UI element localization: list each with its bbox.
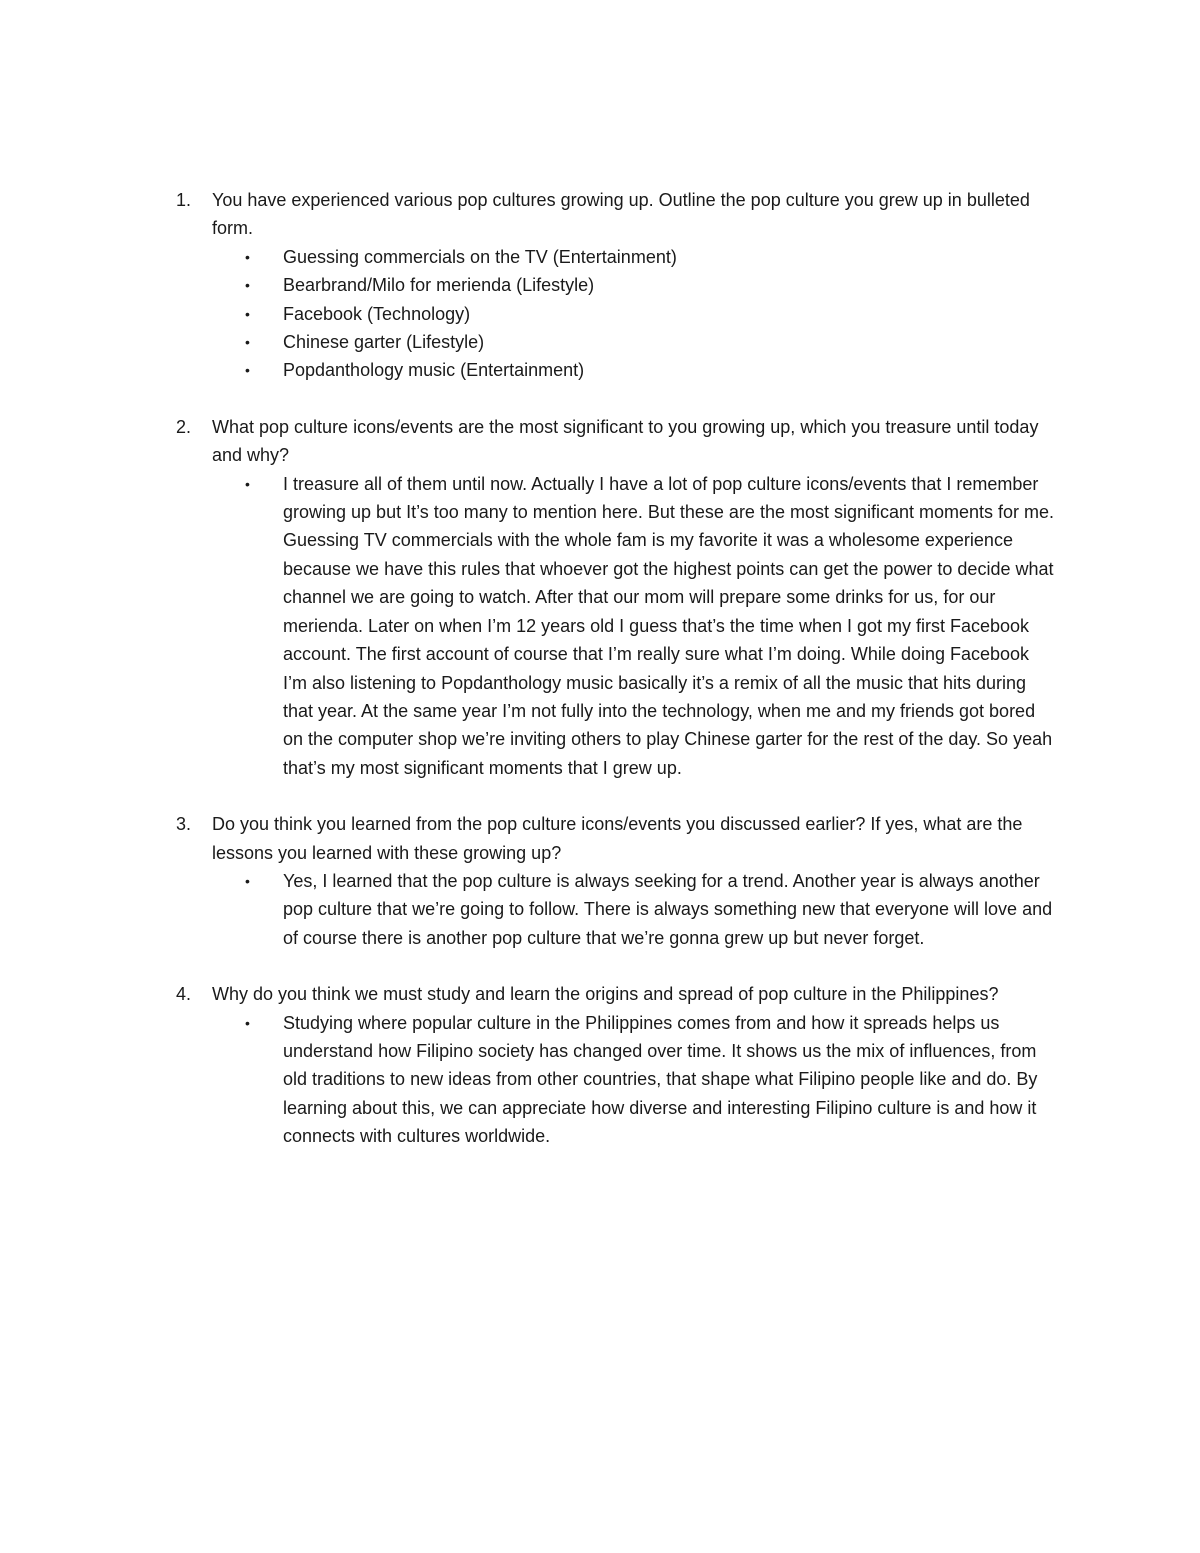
bullet-icon: •: [245, 248, 250, 265]
answer-item: [245, 328, 1056, 356]
question-number: 3.: [176, 814, 192, 835]
answer-item: [245, 356, 1056, 384]
bullet-icon: •: [245, 305, 250, 322]
answer-list: [212, 867, 1056, 952]
question-text: You have experienced various pop cultures growing up. Outline the pop culture you grew up in bulleted form.: [212, 190, 1030, 239]
question-number: 4.: [176, 984, 192, 1005]
answer-list: [212, 1009, 1056, 1151]
answer-item: [245, 243, 1056, 271]
question-4: [176, 980, 1056, 1150]
answer-text: Studying where popular culture in the Philippines comes from and how it spreads helps us understand how Filipino society has changed over time. It shows us the mix of influences, from old traditions to new ideas from other countries, that shape what Filipino people like and do. By learning about this, we can appreciate how diverse and interesting Filipino culture is and how it connects with cultures worldwide.: [283, 1012, 1038, 1147]
answer-text: Bearbrand/Milo for merienda (Lifestyle): [283, 275, 595, 296]
question-number: 2.: [176, 416, 192, 437]
bullet-icon: •: [245, 334, 250, 351]
bullet-icon: •: [245, 277, 250, 294]
question-2: [176, 413, 1056, 782]
answer-text: I treasure all of them until now. Actually I have a lot of pop culture icons/events that I remember growing up but It’s too many to mention here. But these are the most significant moments for me. Guessing TV commercials with the whole fam is my favorite it was a wholesome experience because we have this rules that whoever got the highest points can get the power to decide what channel we are going to watch. After that our mom will prepare some drinks for us, for our merienda. Later on when I’m 12 years old I guess that’s the time when I got my first Facebook account. The first account of course that I’m really sure what I’m doing. While doing Facebook I’m also listening to Popdanthology music basically it’s a remix of all the music that hits during that year. At the same year I’m not fully into the technology, when me and my friends got bored on the computer shop we’re inviting others to play Chinese garter for the rest of the day. So yeah that’s my most significant moments that I grew up.: [283, 473, 1055, 778]
bullet-icon: •: [245, 872, 250, 889]
question-text: Do you think you learned from the pop culture icons/events you discussed earlier? If yes, what are the lessons you learned with these growing up?: [212, 814, 1023, 863]
question-text: Why do you think we must study and learn the origins and spread of pop culture in the Philippines?: [212, 984, 999, 1005]
bullet-icon: •: [245, 362, 250, 379]
answer-text: Guessing commercials on the TV (Entertainment): [283, 246, 677, 267]
question-3: [176, 810, 1056, 952]
question-number: 1.: [176, 190, 192, 210]
question-list: [176, 186, 1056, 1179]
answer-item: [245, 1009, 1056, 1151]
answer-item: [245, 470, 1056, 782]
answer-list: [212, 243, 1056, 385]
answer-text: Yes, I learned that the pop culture is always seeking for a trend. Another year is always another pop culture that we’re going to follow. There is always something new that everyone will love and of course there is another pop culture that we’re gonna grew up but never forget.: [283, 870, 1053, 948]
answer-text: Chinese garter (Lifestyle): [283, 332, 485, 353]
answer-text: Popdanthology music (Entertainment): [283, 360, 585, 381]
answer-item: [245, 300, 1056, 328]
answer-item: [245, 271, 1056, 299]
answer-item: [245, 867, 1056, 952]
question-text: What pop culture icons/events are the most significant to you growing up, which you treasure until today and why?: [212, 416, 1039, 466]
answer-list: [212, 470, 1056, 782]
answer-text: Facebook (Technology): [283, 303, 471, 324]
bullet-icon: •: [245, 1014, 250, 1031]
bullet-icon: •: [245, 475, 250, 492]
question-1: [176, 186, 1056, 385]
